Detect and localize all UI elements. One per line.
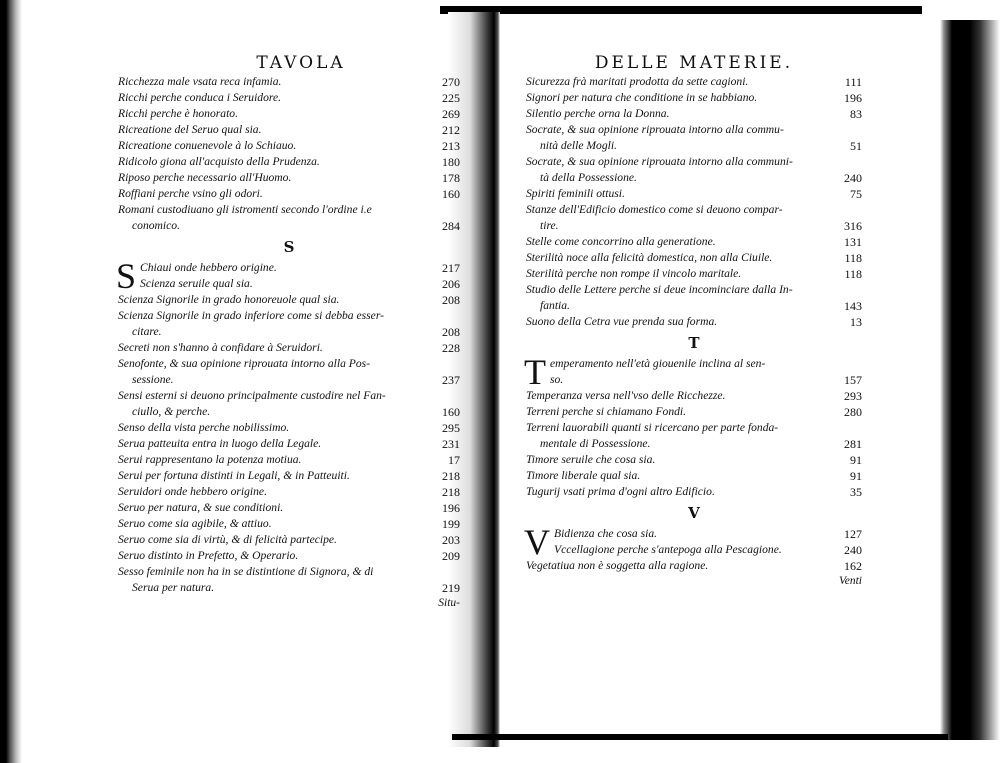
page-number: 91 [850,469,862,483]
entry-text: Ricreatione del Seruo qual sia. [118,123,262,136]
index-entry [118,308,460,324]
index-entry [526,558,862,574]
index-entry [118,532,460,548]
index-entry [526,452,862,468]
entry-text: Sensi esterni si deuono principalmente custodire nel Fan- [118,389,386,402]
entry-text: Serui per fortuna distinti in Legali, & in Patteuiti. [118,469,350,482]
entry-text: Studio delle Lettere perche si deue incominciare dalla In- [526,283,793,296]
page-number: 83 [850,107,862,121]
scan-edge-right [940,20,1000,740]
page-number: 91 [850,453,862,467]
index-entry [526,468,862,484]
page-number: 127 [844,527,862,541]
page-number: 206 [442,277,460,291]
index-entry [526,202,862,218]
entry-text: conomico. [132,219,180,232]
page-number: 225 [442,91,460,105]
drop-cap: V [524,522,550,562]
entry-text: Sterilità perche non rompe il vincolo maritale. [526,267,742,280]
page-number: 219 [442,581,460,595]
index-entry-continuation [118,580,460,596]
entry-text: Scienza Signorile in grado inferiore come si debba esser- [118,309,384,322]
index-entry [118,564,460,580]
index-entry [118,500,460,516]
entry-text: Sterilità noce alla felicità domestica, non alla Ciuile. [526,251,773,264]
index-entry-continuation [526,298,862,314]
page-number: 196 [844,91,862,105]
page-number: 13 [850,315,862,329]
entry-text: Tugurij vsati prima d'ogni altro Edificio. [526,485,715,498]
entry-text: Seruidori onde hebbero origine. [118,485,267,498]
entry-text: Seruo come sia di virtù, & di felicità partecipe. [118,533,337,546]
entry-text: Roffiani perche vsino gli odori. [118,187,263,200]
catchword-left: Situ- [438,597,460,609]
index-entry [118,420,460,436]
section-letter-s: S [283,238,295,256]
index-entry [526,90,862,106]
entry-text: Suono della Cetra vue prenda sua forma. [526,315,718,328]
index-entry [118,548,460,564]
page-number: 237 [442,373,460,387]
entry-text: Silentio perche orna la Donna. [526,107,670,120]
page-number: 280 [844,405,862,419]
entry-text: Stelle come concorrino alla generatione. [526,235,716,248]
entry-text: Sesso feminile non ha in se distintione di Signora, & di [118,565,374,578]
entry-text: ciullo, & perche. [132,405,211,418]
page-number: 293 [844,389,862,403]
entry-text: Sicurezza frà maritati prodotta da sette cagioni. [526,75,749,88]
page-number: 118 [844,251,862,265]
page-number: 160 [442,405,460,419]
index-block-s [116,256,460,596]
entry-text: Seruo come sia agibile, & attiuo. [118,517,272,530]
index-entry [118,106,460,122]
page-number: 35 [850,485,862,499]
index-entry-continuation [526,170,862,186]
index-entry-continuation [526,138,862,154]
page-number: 143 [844,299,862,313]
entry-text: Ricchi perche conduca i Seruidore. [118,91,282,104]
page-number: 217 [442,261,460,275]
entry-text: Senso della vista perche nobilissimo. [118,421,290,434]
page-number: 209 [442,549,460,563]
page-number: 316 [844,219,862,233]
page-number: 208 [442,293,460,307]
page-number: 231 [442,437,460,451]
index-entry [526,542,862,558]
index-entry [526,122,862,138]
index-entry [118,170,460,186]
page-number: 203 [442,533,460,547]
entry-text: mentale di Possessione. [540,437,651,450]
page-number: 295 [442,421,460,435]
index-entry [118,452,460,468]
page-number: 269 [442,107,460,121]
page-number: 281 [844,437,862,451]
index-entry [118,74,460,90]
entry-text: Timore seruile che cosa sia. [526,453,656,466]
entry-text: Stanze dell'Edificio domestico come si deuono compar- [526,203,783,216]
page-header-right: DELLE MATERIE. [594,53,794,73]
index-block-r [118,74,460,234]
index-entry [118,154,460,170]
index-entry-continuation [526,218,862,234]
index-entry-continuation [118,218,460,234]
page-number: 118 [844,267,862,281]
page-number: 162 [844,559,862,573]
catchword-right: Venti [839,575,862,587]
page-number: 75 [850,187,862,201]
page-number: 208 [442,325,460,339]
entry-text: sessione. [132,373,174,386]
drop-cap: T [524,352,546,392]
index-entry [118,468,460,484]
page-number: 228 [442,341,460,355]
entry-text: Serua patteuita entra in luogo della Legale. [118,437,322,450]
index-entry [526,484,862,500]
scan-edge-bottom [452,734,948,740]
entry-text: Ricchi perche è honorato. [118,107,238,120]
entry-text: Ricchezza male vsata reca infamia. [118,75,282,88]
index-entry [118,138,460,154]
index-block-t [524,352,862,500]
page-number: 218 [442,485,460,499]
page-number: 157 [844,373,862,387]
index-entry [526,388,862,404]
entry-text: Chiaui onde hebbero origine. [140,261,277,274]
index-block-s-cont [526,74,862,330]
index-entry [526,314,862,330]
index-entry-continuation [526,372,862,388]
index-entry [118,388,460,404]
section-letter-v: V [688,504,700,522]
entry-text: Timore liberale qual sia. [526,469,641,482]
entry-text: Vccellagione perche s'antepoga alla Pescagione. [554,543,782,556]
entry-text: Serui rappresentano la potenza motiua. [118,453,302,466]
section-letter-t: T [688,334,700,352]
page-number: 160 [442,187,460,201]
entry-text: tà della Possessione. [540,171,637,184]
page-number: 196 [442,501,460,515]
entry-text: Riposo perche necessario all'Huomo. [118,171,292,184]
entry-text: Seruo distinto in Prefetto, & Operario. [118,549,299,562]
index-entry [118,340,460,356]
entry-text: citare. [132,325,162,338]
entry-text: Scienza seruile qual sia. [140,277,253,290]
index-block-v [524,522,862,574]
page-number: 111 [844,75,862,89]
index-entry [526,106,862,122]
page-number: 131 [844,235,862,249]
index-entry [526,186,862,202]
page-number: 270 [442,75,460,89]
index-entry [118,356,460,372]
right-page [526,52,862,588]
entry-text: Senofonte, & sua opinione riprouata intorno alla Pos- [118,357,371,370]
entry-text: Seruo per natura, & sue conditioni. [118,501,284,514]
entry-text: tire. [540,219,559,232]
index-entry [526,250,862,266]
left-page [118,52,460,610]
index-entry [118,516,460,532]
entry-text: so. [550,373,564,386]
index-entry [118,186,460,202]
entry-text: Ricreatione conuenevole à lo Schiauo. [118,139,297,152]
page-number: 51 [850,139,862,153]
index-entry-continuation [118,324,460,340]
page-header-left: TAVOLA [256,53,346,73]
entry-text: Bidienza che cosa sia. [554,527,658,540]
entry-text: nità delle Mogli. [540,139,617,152]
index-entry [118,90,460,106]
index-entry [526,404,862,420]
index-entry [118,292,460,308]
entry-text: fantia. [540,299,570,312]
index-entry [526,266,862,282]
entry-text: Romani custodiuano gli istromenti secondo l'ordine i.e [118,203,372,216]
page-number: 240 [844,543,862,557]
entry-text: Ridicolo giona all'acquisto della Prudenza. [118,155,320,168]
index-entry [526,234,862,250]
index-entry [118,122,460,138]
index-entry [118,276,460,292]
index-entry-continuation [118,404,460,420]
index-entry [526,282,862,298]
entry-text: Terreni perche si chiamano Fondi. [526,405,687,418]
entry-text: Socrate, & sua opinione riprouata intorno alla communi- [526,155,793,168]
entry-text: Serua per natura. [132,581,215,594]
entry-text: Terreni lauorabili quanti si ricercano per parte fonda- [526,421,779,434]
index-entry [526,74,862,90]
page-number: 180 [442,155,460,169]
entry-text: Scienza Signorile in grado honoreuole qual sia. [118,293,340,306]
page-number: 178 [442,171,460,185]
entry-text: emperamento nell'età giouenile inclina al sen- [550,357,766,370]
page-number: 218 [442,469,460,483]
index-entry [118,202,460,218]
index-entry [526,420,862,436]
page-number: 240 [844,171,862,185]
page-number: 213 [442,139,460,153]
index-entry [118,436,460,452]
page-number: 284 [442,219,460,233]
index-entry-continuation [526,436,862,452]
index-entry-continuation [118,372,460,388]
entry-text: Temperanza versa nell'vso delle Ricchezze. [526,389,726,402]
entry-text: Vegetatiua non è soggetta alla ragione. [526,559,709,572]
scan-edge-top [440,6,922,14]
page-number: 212 [442,123,460,137]
index-entry [118,484,460,500]
scan-edge-left [0,0,22,763]
entry-text: Signori per natura che conditione in se habbiano. [526,91,758,104]
page-number: 199 [442,517,460,531]
entry-text: Spiriti feminili ottusi. [526,187,625,200]
entry-text: Socrate, & sua opinione riprouata intorno alla commu- [526,123,784,136]
entry-text: Secreti non s'hanno à confidare à Seruidori. [118,341,323,354]
index-entry [526,154,862,170]
drop-cap: S [116,256,137,296]
page-number: 17 [448,453,460,467]
